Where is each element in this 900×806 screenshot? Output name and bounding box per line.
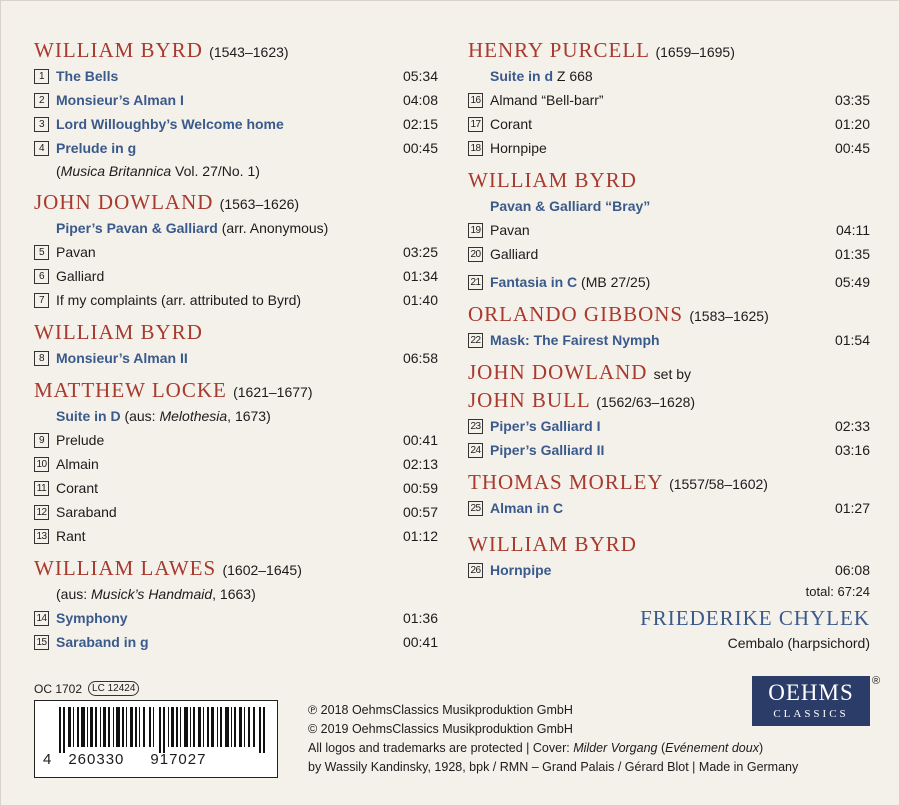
track-row: 21 Fantasia in C (MB 27/25) 05:49 <box>468 270 870 294</box>
track-row: 7 If my complaints (arr. attributed to Byrd) 01:40 <box>34 288 438 312</box>
track-row: 4 Prelude in g 00:45 <box>34 136 438 160</box>
track-row: 16 Almand “Bell-barr” 03:35 <box>468 88 870 112</box>
performer-name: FRIEDERIKE CHYLEK <box>640 606 870 630</box>
track-row: 5 Pavan 03:25 <box>34 240 438 264</box>
composer-heading: WILLIAM BYRD (1543–1623) <box>34 38 289 62</box>
copyright: © 2019 OehmsClassics Musikproduktion GmbH <box>308 722 573 736</box>
track-row: 18 Hornpipe 00:45 <box>468 136 870 160</box>
track-row: 23 Piper’s Galliard I 02:33 <box>468 414 870 438</box>
track-row: 17 Corant 01:20 <box>468 112 870 136</box>
track-row: 25 Alman in C 01:27 <box>468 496 870 520</box>
label-code: LC 12424 <box>88 681 139 696</box>
composer-heading: WILLIAM BYRD <box>468 168 637 192</box>
composer-heading: ORLANDO GIBBONS (1583–1625) <box>468 302 769 326</box>
composer-heading: JOHN DOWLAND (1563–1626) <box>34 190 300 214</box>
catalog-number: OC 1702 LC 12424 <box>34 681 139 696</box>
track-row: 24 Piper’s Galliard II 03:16 <box>468 438 870 462</box>
composer-heading: WILLIAM BYRD <box>468 532 637 556</box>
track-row: 19 Pavan 04:11 <box>468 218 870 242</box>
barcode-bars <box>59 707 267 753</box>
track-row: 26 Hornpipe 06:08 <box>468 558 870 582</box>
tracklist-right <box>468 30 870 654</box>
composer-heading: THOMAS MORLEY (1557/58–1602) <box>468 470 768 494</box>
oehms-classics-logo: OEHMS CLASSICS <box>752 676 870 726</box>
composer-heading: WILLIAM BYRD <box>34 320 203 344</box>
work-title: Piper’s Pavan & Galliard (arr. Anonymous) <box>56 220 329 236</box>
composer-heading: JOHN BULL (1562/63–1628) <box>468 388 696 412</box>
work-title: Suite in d Z 668 <box>490 68 593 84</box>
work-title: Suite in D (aus: Melothesia, 1673) <box>56 408 271 424</box>
track-row: 8 Monsieur’s Alman II 06:58 <box>34 346 438 370</box>
composer-heading: HENRY PURCELL (1659–1695) <box>468 38 735 62</box>
track-row: 9 Prelude 00:41 <box>34 428 438 452</box>
total-duration: total: 67:24 <box>805 584 870 599</box>
track-row: 22 Mask: The Fairest Nymph 01:54 <box>468 328 870 352</box>
barcode-number: 4 260330 917027 <box>43 751 207 768</box>
track-note: (Musica Britannica Vol. 27/No. 1) <box>56 163 260 179</box>
track-row: 6 Galliard 01:34 <box>34 264 438 288</box>
composer-heading: WILLIAM LAWES (1602–1645) <box>34 556 302 580</box>
cover-credit: All logos and trademarks are protected | Cover: Milder Vorgang (Evénement doux) <box>308 741 764 755</box>
legal-notice <box>308 701 798 777</box>
barcode <box>34 700 278 778</box>
phonogram-copyright: ℗ 2018 OehmsClassics Musikproduktion GmbH <box>308 703 573 717</box>
cover-artist-credit: by Wassily Kandinsky, 1928, bpk / RMN – Grand Palais / Gérard Blot | Made in Germany <box>308 760 799 774</box>
track-row: 20 Galliard 01:35 <box>468 242 870 266</box>
registered-mark: ® <box>872 675 881 687</box>
track-row: 3 Lord Willoughby’s Welcome home 02:15 <box>34 112 438 136</box>
track-row: 1 The Bells 05:34 <box>34 64 438 88</box>
track-row: 12 Saraband 00:57 <box>34 500 438 524</box>
track-row: 14 Symphony 01:36 <box>34 606 438 630</box>
composer-heading: JOHN DOWLAND set by <box>468 360 692 384</box>
track-row: 10 Almain 02:13 <box>34 452 438 476</box>
performer-instrument: Cembalo (harpsichord) <box>727 635 870 651</box>
track-row: 11 Corant 00:59 <box>34 476 438 500</box>
track-row: 13 Rant 01:12 <box>34 524 438 548</box>
composer-heading: MATTHEW LOCKE (1621–1677) <box>34 378 313 402</box>
track-row: 2 Monsieur’s Alman I 04:08 <box>34 88 438 112</box>
work-title: (aus: Musick’s Handmaid, 1663) <box>56 586 256 602</box>
work-title: Pavan & Galliard “Bray” <box>490 198 651 214</box>
track-row: 15 Saraband in g 00:41 <box>34 630 438 654</box>
tracklist-left <box>34 30 438 654</box>
